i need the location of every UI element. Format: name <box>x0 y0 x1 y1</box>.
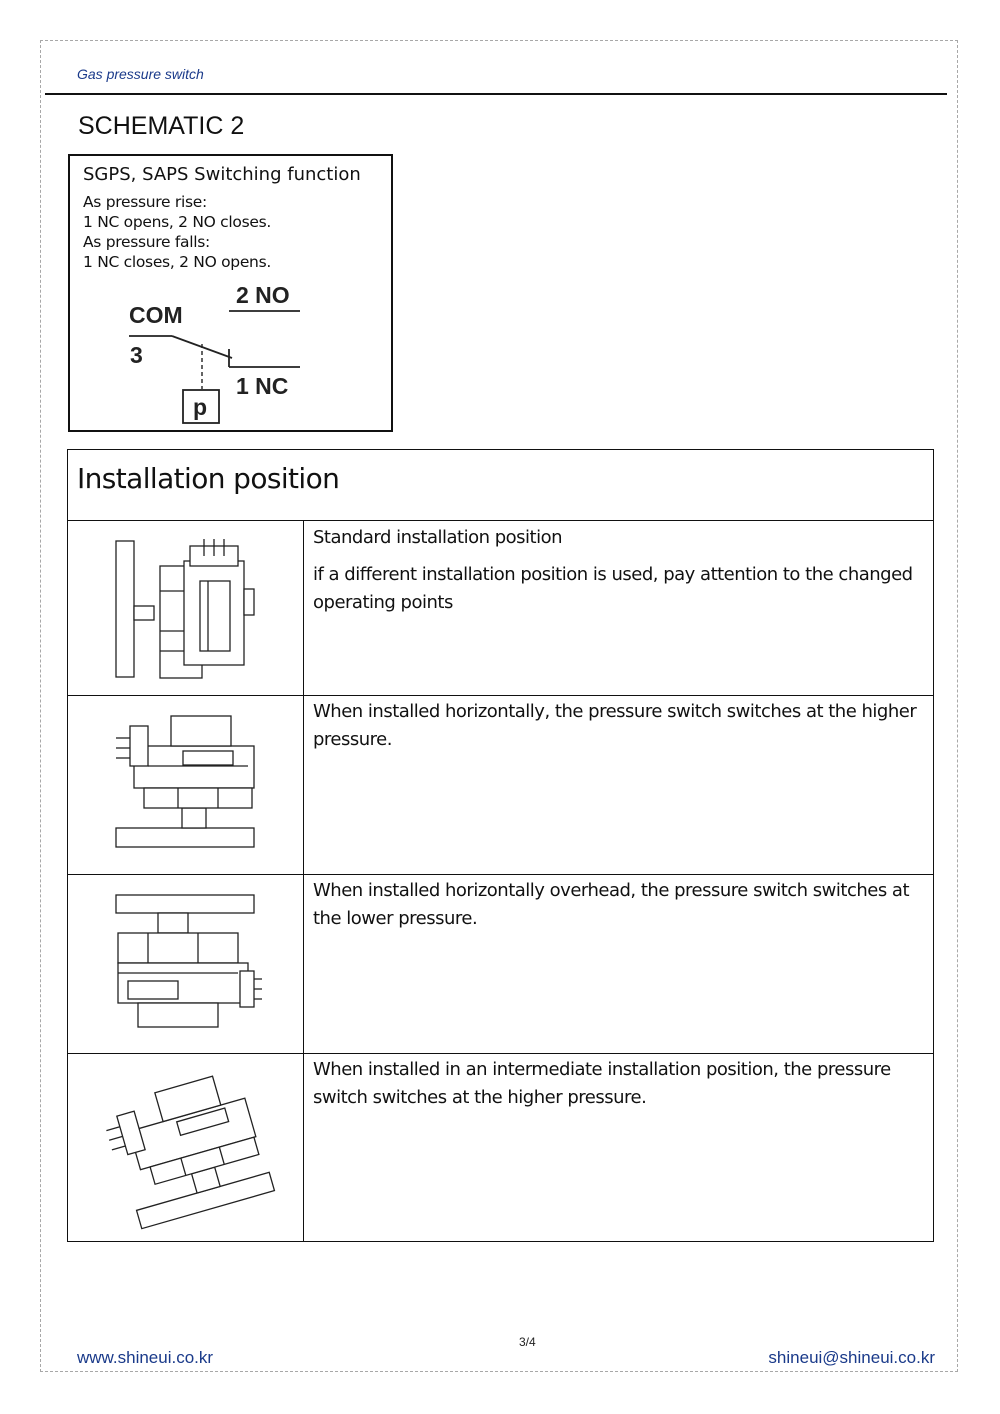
installation-row <box>68 521 933 696</box>
image-cell <box>68 696 304 874</box>
installation-row <box>68 1054 933 1241</box>
standard-vertical-icon <box>68 521 302 694</box>
intermediate-tilted-icon <box>68 1054 302 1239</box>
image-cell <box>68 875 304 1053</box>
schematic-line-2: 1 NC opens, 2 NO closes. <box>83 213 271 231</box>
installation-heading: Installation position <box>77 462 340 495</box>
installation-row <box>68 696 933 875</box>
text-cell <box>313 1054 921 1241</box>
schematic-line-4: 1 NC closes, 2 NO opens. <box>83 253 271 271</box>
document-header-title: Gas pressure switch <box>77 66 204 82</box>
email-link[interactable]: shineui@shineui.co.kr <box>768 1348 935 1367</box>
switch-circuit-diagram <box>70 156 391 430</box>
installation-row <box>68 875 933 1054</box>
horizontal-overhead-icon <box>68 875 302 1052</box>
schematic-heading: SGPS, SAPS Switching function <box>83 164 361 185</box>
horizontal-icon <box>68 696 302 873</box>
pressure-label: p <box>193 394 208 420</box>
com-label: COM <box>129 302 183 328</box>
section-title: SCHEMATIC 2 <box>78 112 245 140</box>
page-number: 3/4 <box>519 1335 536 1349</box>
nc-contact-label: 1 NC <box>236 373 289 399</box>
row-text: When installed horizontally, the pressure switch switches at the higher pressure. <box>313 701 917 750</box>
text-cell <box>313 875 921 1053</box>
image-cell <box>68 521 304 695</box>
website-link[interactable]: www.shineui.co.kr <box>77 1348 214 1367</box>
installation-heading-row <box>68 450 933 521</box>
text-cell <box>313 696 921 874</box>
row-title: Standard installation position <box>313 527 563 548</box>
installation-table <box>67 449 934 1242</box>
com-number-label: 3 <box>130 342 143 368</box>
header-divider <box>45 93 947 95</box>
no-contact-label: 2 NO <box>236 282 290 308</box>
text-cell <box>313 521 921 695</box>
schematic-box <box>68 154 393 432</box>
image-cell <box>68 1054 304 1241</box>
schematic-line-1: As pressure rise: <box>83 193 207 211</box>
row-text: When installed horizontally overhead, the pressure switch switches at the lower pressure. <box>313 880 910 929</box>
row-text: if a different installation position is used, pay attention to the changed operating points <box>313 564 913 613</box>
schematic-line-3: As pressure falls: <box>83 233 210 251</box>
row-text: When installed in an intermediate installation position, the pressure switch switches at the higher pressure. <box>313 1059 891 1108</box>
